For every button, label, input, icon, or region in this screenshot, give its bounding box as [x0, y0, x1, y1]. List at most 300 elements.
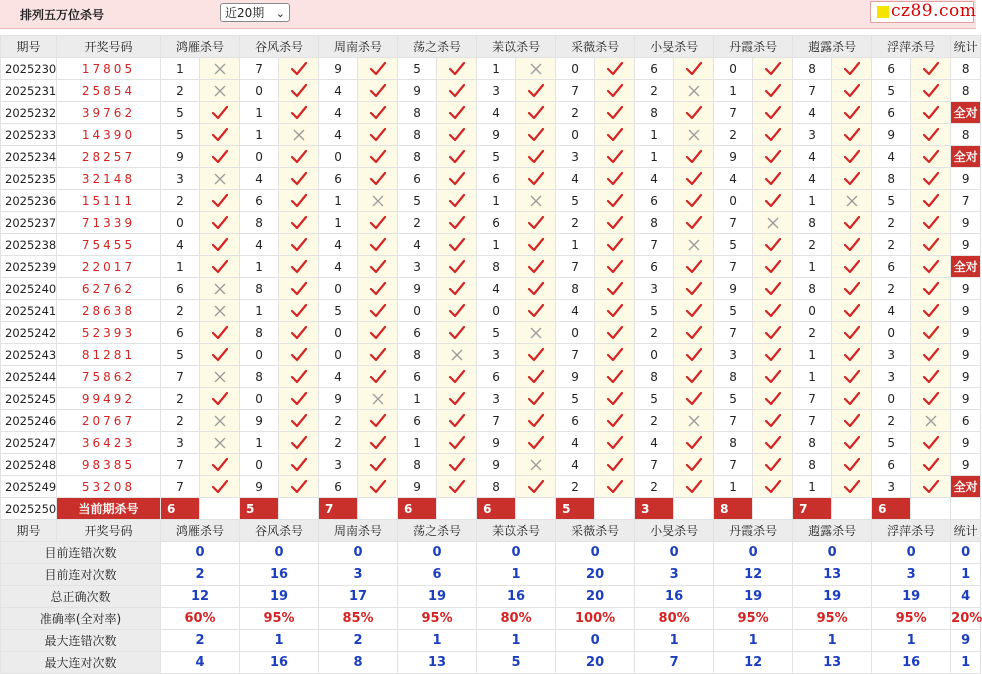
check-icon: [753, 300, 793, 322]
kill-digit-cell: 9: [319, 58, 358, 80]
check-icon: [911, 322, 951, 344]
kill-digit-cell: 0: [477, 300, 516, 322]
period-cell: 2025248: [1, 454, 57, 476]
stat-value: 19: [793, 586, 872, 608]
check-icon: [832, 300, 872, 322]
current-kill-digit: 5: [240, 498, 279, 520]
kill-digit-cell: 1: [714, 476, 753, 498]
stat-row: [1, 630, 981, 652]
kill-digit-cell: 7: [635, 454, 674, 476]
check-icon: [911, 300, 951, 322]
check-icon: [200, 146, 240, 168]
stat-cell: 9: [951, 234, 981, 256]
col-header-stat: 统计: [951, 36, 981, 58]
kill-digit-cell: 6: [635, 58, 674, 80]
cross-icon: [674, 410, 714, 432]
check-icon: [516, 410, 556, 432]
stat-cell: 8: [951, 58, 981, 80]
check-icon: [437, 322, 477, 344]
stat-value: 2: [319, 630, 398, 652]
period-cell: 2025244: [1, 366, 57, 388]
kill-digit-cell: 5: [635, 388, 674, 410]
kill-digit-cell: 7: [556, 344, 595, 366]
check-icon: [516, 146, 556, 168]
kill-digit-cell: 0: [398, 300, 437, 322]
check-icon: [595, 146, 635, 168]
kill-digit-cell: 4: [240, 234, 279, 256]
stat-value: 95%: [240, 608, 319, 630]
period-cell: 2025249: [1, 476, 57, 498]
check-icon: [674, 432, 714, 454]
stat-cell: 9: [951, 366, 981, 388]
kill-digit-cell: 4: [635, 168, 674, 190]
col-header-expert: 采薇杀号: [556, 520, 635, 542]
kill-digit-cell: 8: [398, 124, 437, 146]
stat-cell: 9: [951, 454, 981, 476]
kill-digit-cell: 5: [477, 146, 516, 168]
col-header-expert: 鸿雁杀号: [161, 36, 240, 58]
kill-digit-cell: 1: [635, 124, 674, 146]
cross-icon: [200, 366, 240, 388]
stat-value: 0: [635, 542, 714, 564]
kill-digit-cell: 7: [556, 80, 595, 102]
stat-value: 2: [161, 564, 240, 586]
check-icon: [279, 366, 319, 388]
empty-cell: [358, 498, 398, 520]
kill-digit-cell: 3: [714, 344, 753, 366]
stat-value: 13: [398, 652, 477, 674]
check-icon: [279, 322, 319, 344]
kill-digit-cell: 6: [398, 410, 437, 432]
kill-digit-cell: 4: [793, 146, 832, 168]
check-icon: [674, 212, 714, 234]
period-cell: 2025241: [1, 300, 57, 322]
check-icon: [753, 432, 793, 454]
kill-digit-cell: 3: [161, 168, 200, 190]
kill-digit-cell: 9: [319, 388, 358, 410]
stat-row: [1, 652, 981, 674]
kill-digit-cell: 3: [635, 278, 674, 300]
stat-row: [1, 586, 981, 608]
stat-cell: 9: [951, 278, 981, 300]
kill-digit-cell: 4: [556, 432, 595, 454]
winning-number-cell: 81281: [57, 344, 161, 366]
stat-value: 13: [793, 652, 872, 674]
check-icon: [911, 212, 951, 234]
kill-digit-cell: 2: [319, 410, 358, 432]
site-logo[interactable]: [870, 1, 977, 23]
period-select[interactable]: [220, 3, 290, 22]
check-icon: [911, 256, 951, 278]
check-icon: [437, 124, 477, 146]
kill-digit-cell: 1: [398, 432, 437, 454]
stat-value: 95%: [793, 608, 872, 630]
kill-digit-cell: 5: [161, 124, 200, 146]
kill-digit-cell: 2: [161, 410, 200, 432]
kill-digit-cell: 8: [398, 102, 437, 124]
check-icon: [832, 168, 872, 190]
check-icon: [516, 476, 556, 498]
check-icon: [595, 366, 635, 388]
cross-icon: [200, 80, 240, 102]
check-icon: [674, 322, 714, 344]
cross-icon: [200, 168, 240, 190]
stat-value: 1: [714, 630, 793, 652]
check-icon: [437, 234, 477, 256]
cross-icon: [911, 410, 951, 432]
period-cell: 2025233: [1, 124, 57, 146]
check-icon: [279, 102, 319, 124]
check-icon: [437, 388, 477, 410]
kill-digit-cell: 1: [477, 234, 516, 256]
check-icon: [595, 432, 635, 454]
kill-digit-cell: 6: [161, 322, 200, 344]
current-kill-digit: 8: [714, 498, 753, 520]
stat-value: 6: [398, 564, 477, 586]
kill-digit-cell: 2: [556, 476, 595, 498]
table-row: [1, 102, 981, 124]
table-row: [1, 256, 981, 278]
kill-digit-cell: 2: [872, 212, 911, 234]
kill-digit-cell: 1: [793, 366, 832, 388]
kill-digit-cell: 8: [793, 454, 832, 476]
kill-digit-cell: 4: [793, 168, 832, 190]
winning-number-cell: 20767: [57, 410, 161, 432]
kill-digit-cell: 5: [556, 388, 595, 410]
kill-digit-cell: 1: [793, 190, 832, 212]
check-icon: [832, 410, 872, 432]
check-icon: [437, 366, 477, 388]
col-header-number: 开奖号码: [57, 520, 161, 542]
kill-digit-cell: 9: [477, 124, 516, 146]
kill-digit-cell: 7: [714, 212, 753, 234]
kill-digit-cell: 7: [556, 256, 595, 278]
kill-digit-cell: 6: [398, 168, 437, 190]
kill-digit-cell: 0: [240, 80, 279, 102]
stat-value: 80%: [635, 608, 714, 630]
stat-value: 1: [240, 630, 319, 652]
check-icon: [516, 168, 556, 190]
check-icon: [753, 344, 793, 366]
check-icon: [358, 454, 398, 476]
stat-label: 目前连对次数: [1, 564, 161, 586]
stat-value: 4: [161, 652, 240, 674]
kill-digit-cell: 1: [319, 190, 358, 212]
check-icon: [200, 102, 240, 124]
kill-digit-cell: 3: [556, 146, 595, 168]
kill-digit-cell: 4: [161, 234, 200, 256]
kill-digit-cell: 6: [319, 476, 358, 498]
check-icon: [911, 432, 951, 454]
stat-cell: 9: [951, 168, 981, 190]
cross-icon: [279, 124, 319, 146]
kill-digit-cell: 1: [240, 300, 279, 322]
check-icon: [358, 80, 398, 102]
stat-row: [1, 608, 981, 630]
kill-digit-cell: 1: [714, 80, 753, 102]
stat-value: 60%: [161, 608, 240, 630]
kill-digit-cell: 0: [319, 146, 358, 168]
stat-cell: 6: [951, 410, 981, 432]
kill-digit-cell: 5: [872, 190, 911, 212]
period-cell: 2025236: [1, 190, 57, 212]
check-icon: [674, 476, 714, 498]
check-icon: [516, 366, 556, 388]
kill-digit-cell: 1: [556, 234, 595, 256]
kill-digit-cell: 2: [161, 80, 200, 102]
kill-digit-cell: 5: [161, 344, 200, 366]
kill-digit-cell: 7: [714, 256, 753, 278]
winning-number-cell: 75862: [57, 366, 161, 388]
stat-value: 12: [161, 586, 240, 608]
check-icon: [595, 58, 635, 80]
header-row: [1, 520, 981, 542]
kill-digit-cell: 0: [556, 124, 595, 146]
check-icon: [595, 476, 635, 498]
col-header-expert: 丹霞杀号: [714, 520, 793, 542]
kill-digit-cell: 1: [793, 344, 832, 366]
kill-digit-cell: 3: [872, 476, 911, 498]
check-icon: [437, 168, 477, 190]
winning-number-cell: 25854: [57, 80, 161, 102]
kill-digit-cell: 0: [319, 344, 358, 366]
table-row: [1, 366, 981, 388]
check-icon: [437, 212, 477, 234]
stat-value: 8: [319, 652, 398, 674]
stat-total: 4: [951, 586, 981, 608]
empty-cell: [595, 498, 635, 520]
stat-cell: 9: [951, 344, 981, 366]
kill-digit-cell: 8: [714, 366, 753, 388]
logo-text: cz89.com: [891, 1, 977, 21]
kill-digit-cell: 0: [240, 146, 279, 168]
check-icon: [200, 476, 240, 498]
check-icon: [279, 476, 319, 498]
stat-value: 3: [635, 564, 714, 586]
current-period-cell: 2025250: [1, 498, 57, 520]
check-icon: [279, 168, 319, 190]
cross-icon: [674, 124, 714, 146]
check-icon: [595, 410, 635, 432]
empty-cell: [437, 498, 477, 520]
stat-value: 17: [319, 586, 398, 608]
kill-digit-cell: 4: [872, 146, 911, 168]
winning-number-cell: 28638: [57, 300, 161, 322]
check-icon: [358, 476, 398, 498]
check-icon: [674, 190, 714, 212]
table-row: [1, 388, 981, 410]
period-cell: 2025242: [1, 322, 57, 344]
kill-digit-cell: 7: [161, 366, 200, 388]
check-icon: [279, 454, 319, 476]
kill-digit-cell: 3: [793, 124, 832, 146]
col-header-expert: 荡之杀号: [398, 36, 477, 58]
check-icon: [911, 146, 951, 168]
table-row: [1, 278, 981, 300]
kill-digit-cell: 0: [319, 322, 358, 344]
winning-number-cell: 99492: [57, 388, 161, 410]
check-icon: [200, 388, 240, 410]
cross-icon: [200, 410, 240, 432]
winning-number-cell: 15111: [57, 190, 161, 212]
stat-value: 19: [714, 586, 793, 608]
winning-number-cell: 22017: [57, 256, 161, 278]
stat-cell: 全对: [951, 256, 981, 278]
col-header-number: 开奖号码: [57, 36, 161, 58]
check-icon: [832, 476, 872, 498]
check-icon: [911, 80, 951, 102]
kill-digit-cell: 2: [161, 190, 200, 212]
check-icon: [516, 278, 556, 300]
kill-digit-cell: 1: [793, 256, 832, 278]
kill-digit-cell: 4: [477, 278, 516, 300]
kill-digit-cell: 8: [240, 278, 279, 300]
stat-value: 100%: [556, 608, 635, 630]
check-icon: [516, 388, 556, 410]
check-icon: [358, 234, 398, 256]
check-icon: [516, 256, 556, 278]
kill-digit-cell: 4: [319, 366, 358, 388]
check-icon: [911, 454, 951, 476]
stat-value: 2: [161, 630, 240, 652]
period-cell: 2025232: [1, 102, 57, 124]
check-icon: [200, 454, 240, 476]
period-cell: 2025231: [1, 80, 57, 102]
col-header-expert: 周南杀号: [319, 36, 398, 58]
check-icon: [358, 256, 398, 278]
check-icon: [832, 388, 872, 410]
top-bar: [0, 0, 976, 29]
stat-value: 95%: [714, 608, 793, 630]
kill-digit-cell: 9: [240, 410, 279, 432]
check-icon: [200, 234, 240, 256]
check-icon: [832, 432, 872, 454]
stat-label: 准确率(全对率): [1, 608, 161, 630]
cross-icon: [832, 190, 872, 212]
check-icon: [358, 432, 398, 454]
kill-digit-cell: 3: [477, 344, 516, 366]
kill-digit-cell: 2: [872, 278, 911, 300]
kill-digit-cell: 7: [240, 58, 279, 80]
check-icon: [595, 168, 635, 190]
check-icon: [911, 278, 951, 300]
kill-digit-cell: 1: [319, 212, 358, 234]
kill-digit-cell: 3: [477, 388, 516, 410]
stat-value: 16: [240, 564, 319, 586]
col-header-expert: 小旻杀号: [635, 36, 714, 58]
table-row: [1, 190, 981, 212]
check-icon: [674, 366, 714, 388]
kill-digit-cell: 7: [714, 102, 753, 124]
stat-value: 1: [635, 630, 714, 652]
stat-value: 7: [635, 652, 714, 674]
kill-digit-cell: 7: [714, 322, 753, 344]
stat-cell: 9: [951, 432, 981, 454]
stat-value: 12: [714, 564, 793, 586]
stat-value: 0: [793, 542, 872, 564]
check-icon: [200, 322, 240, 344]
check-icon: [279, 344, 319, 366]
check-icon: [437, 410, 477, 432]
col-header-expert: 苿苡杀号: [477, 36, 556, 58]
empty-cell: [911, 498, 951, 520]
check-icon: [279, 410, 319, 432]
check-icon: [516, 124, 556, 146]
period-cell: 2025247: [1, 432, 57, 454]
kill-digit-cell: 3: [477, 80, 516, 102]
check-icon: [674, 300, 714, 322]
kill-digit-cell: 8: [398, 454, 437, 476]
kill-digit-cell: 3: [161, 432, 200, 454]
kill-digit-cell: 0: [161, 212, 200, 234]
table-row: [1, 80, 981, 102]
check-icon: [279, 300, 319, 322]
kill-digit-cell: 5: [872, 80, 911, 102]
kill-digit-cell: 9: [240, 476, 279, 498]
stat-value: 1: [793, 630, 872, 652]
kill-digit-cell: 8: [240, 212, 279, 234]
col-header-expert: 蕸露杀号: [793, 520, 872, 542]
check-icon: [437, 80, 477, 102]
check-icon: [358, 146, 398, 168]
check-icon: [753, 256, 793, 278]
check-icon: [674, 58, 714, 80]
kill-digit-cell: 1: [240, 256, 279, 278]
stat-cell: 9: [951, 322, 981, 344]
kill-digit-cell: 4: [319, 234, 358, 256]
kill-digit-cell: 4: [635, 432, 674, 454]
check-icon: [595, 124, 635, 146]
kill-digit-cell: 6: [635, 256, 674, 278]
table-row: [1, 454, 981, 476]
winning-number-cell: 71339: [57, 212, 161, 234]
table-row: [1, 410, 981, 432]
period-cell: 2025235: [1, 168, 57, 190]
kill-digit-cell: 4: [319, 80, 358, 102]
check-icon: [753, 366, 793, 388]
kill-number-table: [0, 35, 981, 674]
check-icon: [358, 168, 398, 190]
kill-digit-cell: 4: [398, 234, 437, 256]
kill-digit-cell: 4: [872, 300, 911, 322]
kill-digit-cell: 2: [556, 212, 595, 234]
stat-total: 1: [951, 564, 981, 586]
stat-cell: 全对: [951, 102, 981, 124]
kill-digit-cell: 0: [319, 278, 358, 300]
kill-digit-cell: 6: [319, 168, 358, 190]
kill-digit-cell: 0: [714, 58, 753, 80]
check-icon: [753, 124, 793, 146]
kill-digit-cell: 2: [872, 234, 911, 256]
kill-digit-cell: 2: [635, 322, 674, 344]
stat-value: 95%: [872, 608, 951, 630]
stat-value: 95%: [398, 608, 477, 630]
winning-number-cell: 52393: [57, 322, 161, 344]
check-icon: [832, 124, 872, 146]
stat-cell: 8: [951, 124, 981, 146]
cross-icon: [358, 190, 398, 212]
cross-icon: [674, 80, 714, 102]
stat-cell: 全对: [951, 146, 981, 168]
kill-digit-cell: 9: [398, 80, 437, 102]
check-icon: [911, 234, 951, 256]
check-icon: [358, 366, 398, 388]
check-icon: [595, 190, 635, 212]
check-icon: [437, 256, 477, 278]
kill-digit-cell: 5: [635, 300, 674, 322]
stat-total: 20%: [951, 608, 981, 630]
check-icon: [358, 322, 398, 344]
